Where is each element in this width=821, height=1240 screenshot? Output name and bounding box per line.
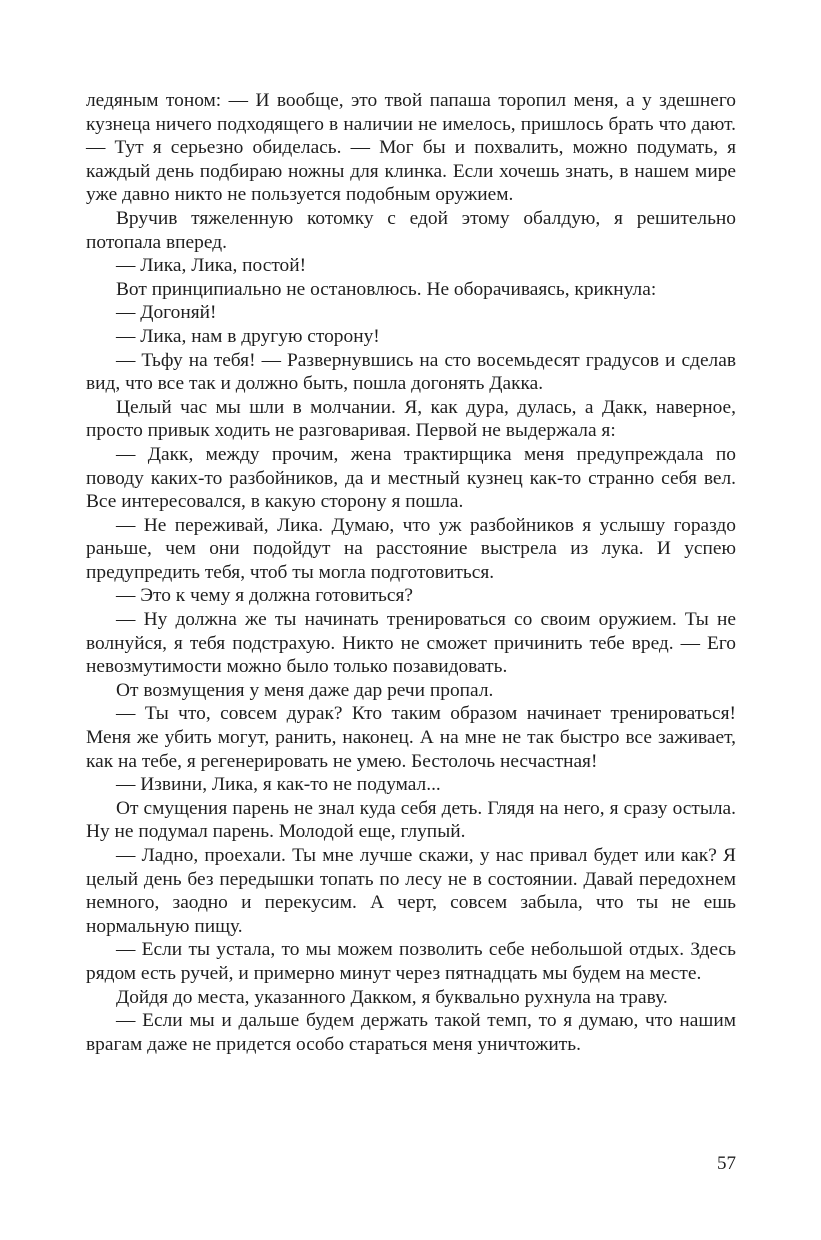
- paragraph: Целый час мы шли в молчании. Я, как дура, дулась, а Дакк, наверное, просто привык ходить не разговаривая. Первой не выдержала я:: [86, 396, 736, 442]
- paragraph: Дойдя до места, указанного Дакком, я буквально рухнула на траву.: [116, 986, 668, 1008]
- paragraph: Вручив тяжеленную котомку с едой этому обалдую, я решительно потопала вперед.: [86, 207, 736, 253]
- page-number: 57: [717, 1153, 736, 1174]
- paragraph: — Ладно, проехали. Ты мне лучше скажи, у нас привал будет или как? Я целый день без передышки топать по лесу не в состоянии. Давай передохнем немного, заодно и перекусим. А черт, совсем забыла, что ты не ешь нормальную пищу.: [86, 845, 736, 937]
- paragraph: — Извини, Лика, я как-то не подумал...: [116, 774, 441, 796]
- paragraph: — Если ты устала, то мы можем позволить себе небольшой отдых. Здесь рядом есть ручей, и примерно минут через пятнадцать мы будем на месте.: [86, 939, 736, 984]
- paragraph: — Это к чему я должна готовиться?: [116, 585, 414, 607]
- paragraph: От смущения парень не знал куда себя деть. Глядя на него, я сразу остыла. Ну не подумал парень. Молодой еще, глупый.: [86, 797, 736, 843]
- paragraph: Вот принципиально не остановлюсь. Не оборачиваясь, крикнула:: [116, 278, 657, 300]
- paragraph: ледяным тоном: — И вообще, это твой папаша торопил меня, а у здешнего кузнеца ничего подходящего в наличии не имелось, пришлось брать что дают. — Тут я серьезно обиделась. — Мог бы и похвалить, можно подумать, я каждый день подбираю ножны для клинка. Если хочешь знать, в нашем мире уже давно никто не пользуется подобным оружием.: [86, 90, 736, 206]
- paragraph: — Догоняй!: [116, 302, 217, 324]
- paragraph: — Дакк, между прочим, жена трактирщика меня предупреждала по поводу каких-то разбойников, да и местный кузнец как-то странно себя вел. Все интересовался, в какую сторону я пошла.: [86, 443, 736, 513]
- paragraph: — Если мы и дальше будем держать такой темп, то я думаю, что нашим врагам даже не придется особо стараться меня уничтожить.: [86, 1010, 736, 1055]
- paragraph: — Лика, Лика, постой!: [116, 255, 307, 277]
- paragraph: — Лика, нам в другую сторону!: [116, 325, 380, 347]
- paragraph: — Ну должна же ты начинать тренироваться со своим оружием. Ты не волнуйся, я тебя подстрахую. Никто не сможет причинить тебе вред. — Его невозмутимости можно было только позавидовать.: [86, 609, 736, 678]
- paragraph: — Ты что, совсем дурак? Кто таким образом начинает тренироваться! Меня же убить могут, ранить, наконец. А на мне не так быстро все заживает, как на тебе, я регенерировать не умею. Бестолочь несчастная!: [86, 703, 736, 772]
- paragraph: — Тьфу на тебя! — Развернувшись на сто восемьдесят градусов и сделав вид, что все так и должно быть, пошла догонять Дакка.: [86, 349, 736, 395]
- book-page-text: [86, 89, 736, 1056]
- paragraph: — Не переживай, Лика. Думаю, что уж разбойников я услышу гораздо раньше, чем они подойдут на расстояние выстрела из лука. И успею предупредить тебя, чтоб ты могла подготовиться.: [86, 514, 736, 583]
- paragraph: От возмущения у меня даже дар речи пропал.: [116, 679, 494, 701]
